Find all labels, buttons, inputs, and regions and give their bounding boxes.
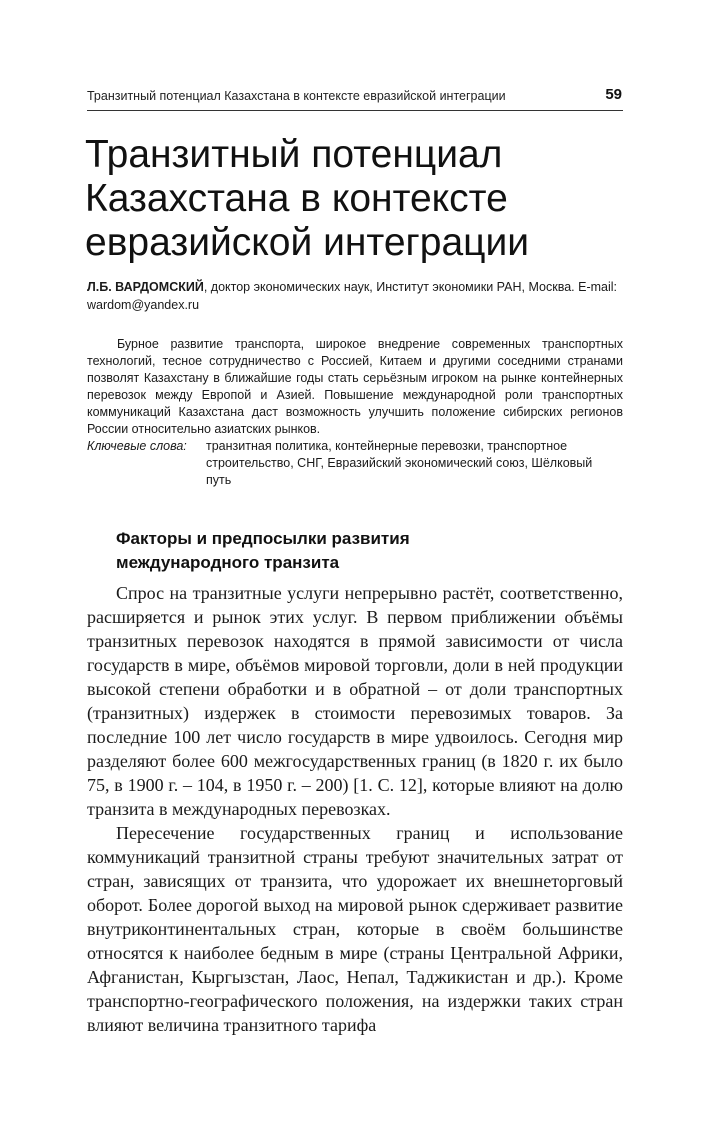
keywords-label: Ключевые слова: [87, 439, 187, 453]
running-head: Транзитный потенциал Казахстана в контексте евразийской интеграции [87, 89, 506, 103]
article-title-line: Казахстана в контексте [85, 177, 508, 220]
article-title [85, 133, 630, 265]
author-info [87, 278, 623, 314]
header-divider [87, 110, 623, 111]
page-number: 59 [605, 86, 622, 103]
author-name: Л.Б. ВАРДОМСКИЙ [87, 280, 204, 294]
section-heading-line: Факторы и предпосылки развития [116, 529, 410, 548]
keywords-text: транзитная политика, контейнерные перевозки, транспортное строительство, СНГ, Евразийский экономический союз, Шёлковый путь [206, 439, 593, 487]
article-title-line: Транзитный потенциал [85, 133, 503, 176]
abstract: Бурное развитие транспорта, широкое внедрение современных транспортных технологий, тесное сотрудничество с Россией, Китаем и другими соседними странами позволят Казахстану в ближайшие годы стать серьёзным игроком на рынке контейнерных перевозок между Европой и Азией. Повышение международной роли транспортных коммуникаций Казахстана даст возможность улучшить положение сибирских регионов России относительно азиатских рынков. [87, 337, 623, 436]
article-title-line: евразийской интеграции [85, 221, 530, 264]
body-paragraph: Пересечение государственных границ и использование коммуникаций транзитной страны требуют значительных затрат от стран, зависящих от транзита, что удорожает их внешнеторговый оборот. Более дорогой выход на мировой рынок сдерживает развитие внутриконтинентальных стран, которые в своём большинстве относятся к наиболее бедным в мире (страны Центральной Африки, Афганистан, Кыргызстан, Лаос, Непал, Таджикистан и др.). Кроме транспортно-географического положения, на издержки таких стран влияют величина транзитного тарифа [87, 823, 623, 1035]
body-text [87, 581, 623, 1037]
keywords [87, 438, 623, 489]
body-paragraph: Спрос на транзитные услуги непрерывно растёт, соответственно, расширяется и рынок этих услуг. В первом приближении объёмы транзитных перевозок находятся в прямой зависимости от числа государств в мире, объёмов мировой торговли, доли в ней продукции высокой степени обработки и в обратной – от доли транспортных (транзитных) издержек в стоимости перевозимых товаров. За последние 100 лет число государств в мире удвоилось. Сегодня мир разделяют более 600 межгосударственных границ (в 1820 г. их было 75, в 1900 г. – 104, в 1950 г. – 200) [1. С. 12], которые влияют на долю транзита в международных перевозках. [87, 583, 623, 819]
author-affiliation: , доктор экономических наук, Институт экономики РАН, Москва. E-mail: wardom@yandex.ru [87, 280, 618, 312]
section-heading-line: международного транзита [116, 553, 340, 572]
section-heading [116, 527, 596, 575]
